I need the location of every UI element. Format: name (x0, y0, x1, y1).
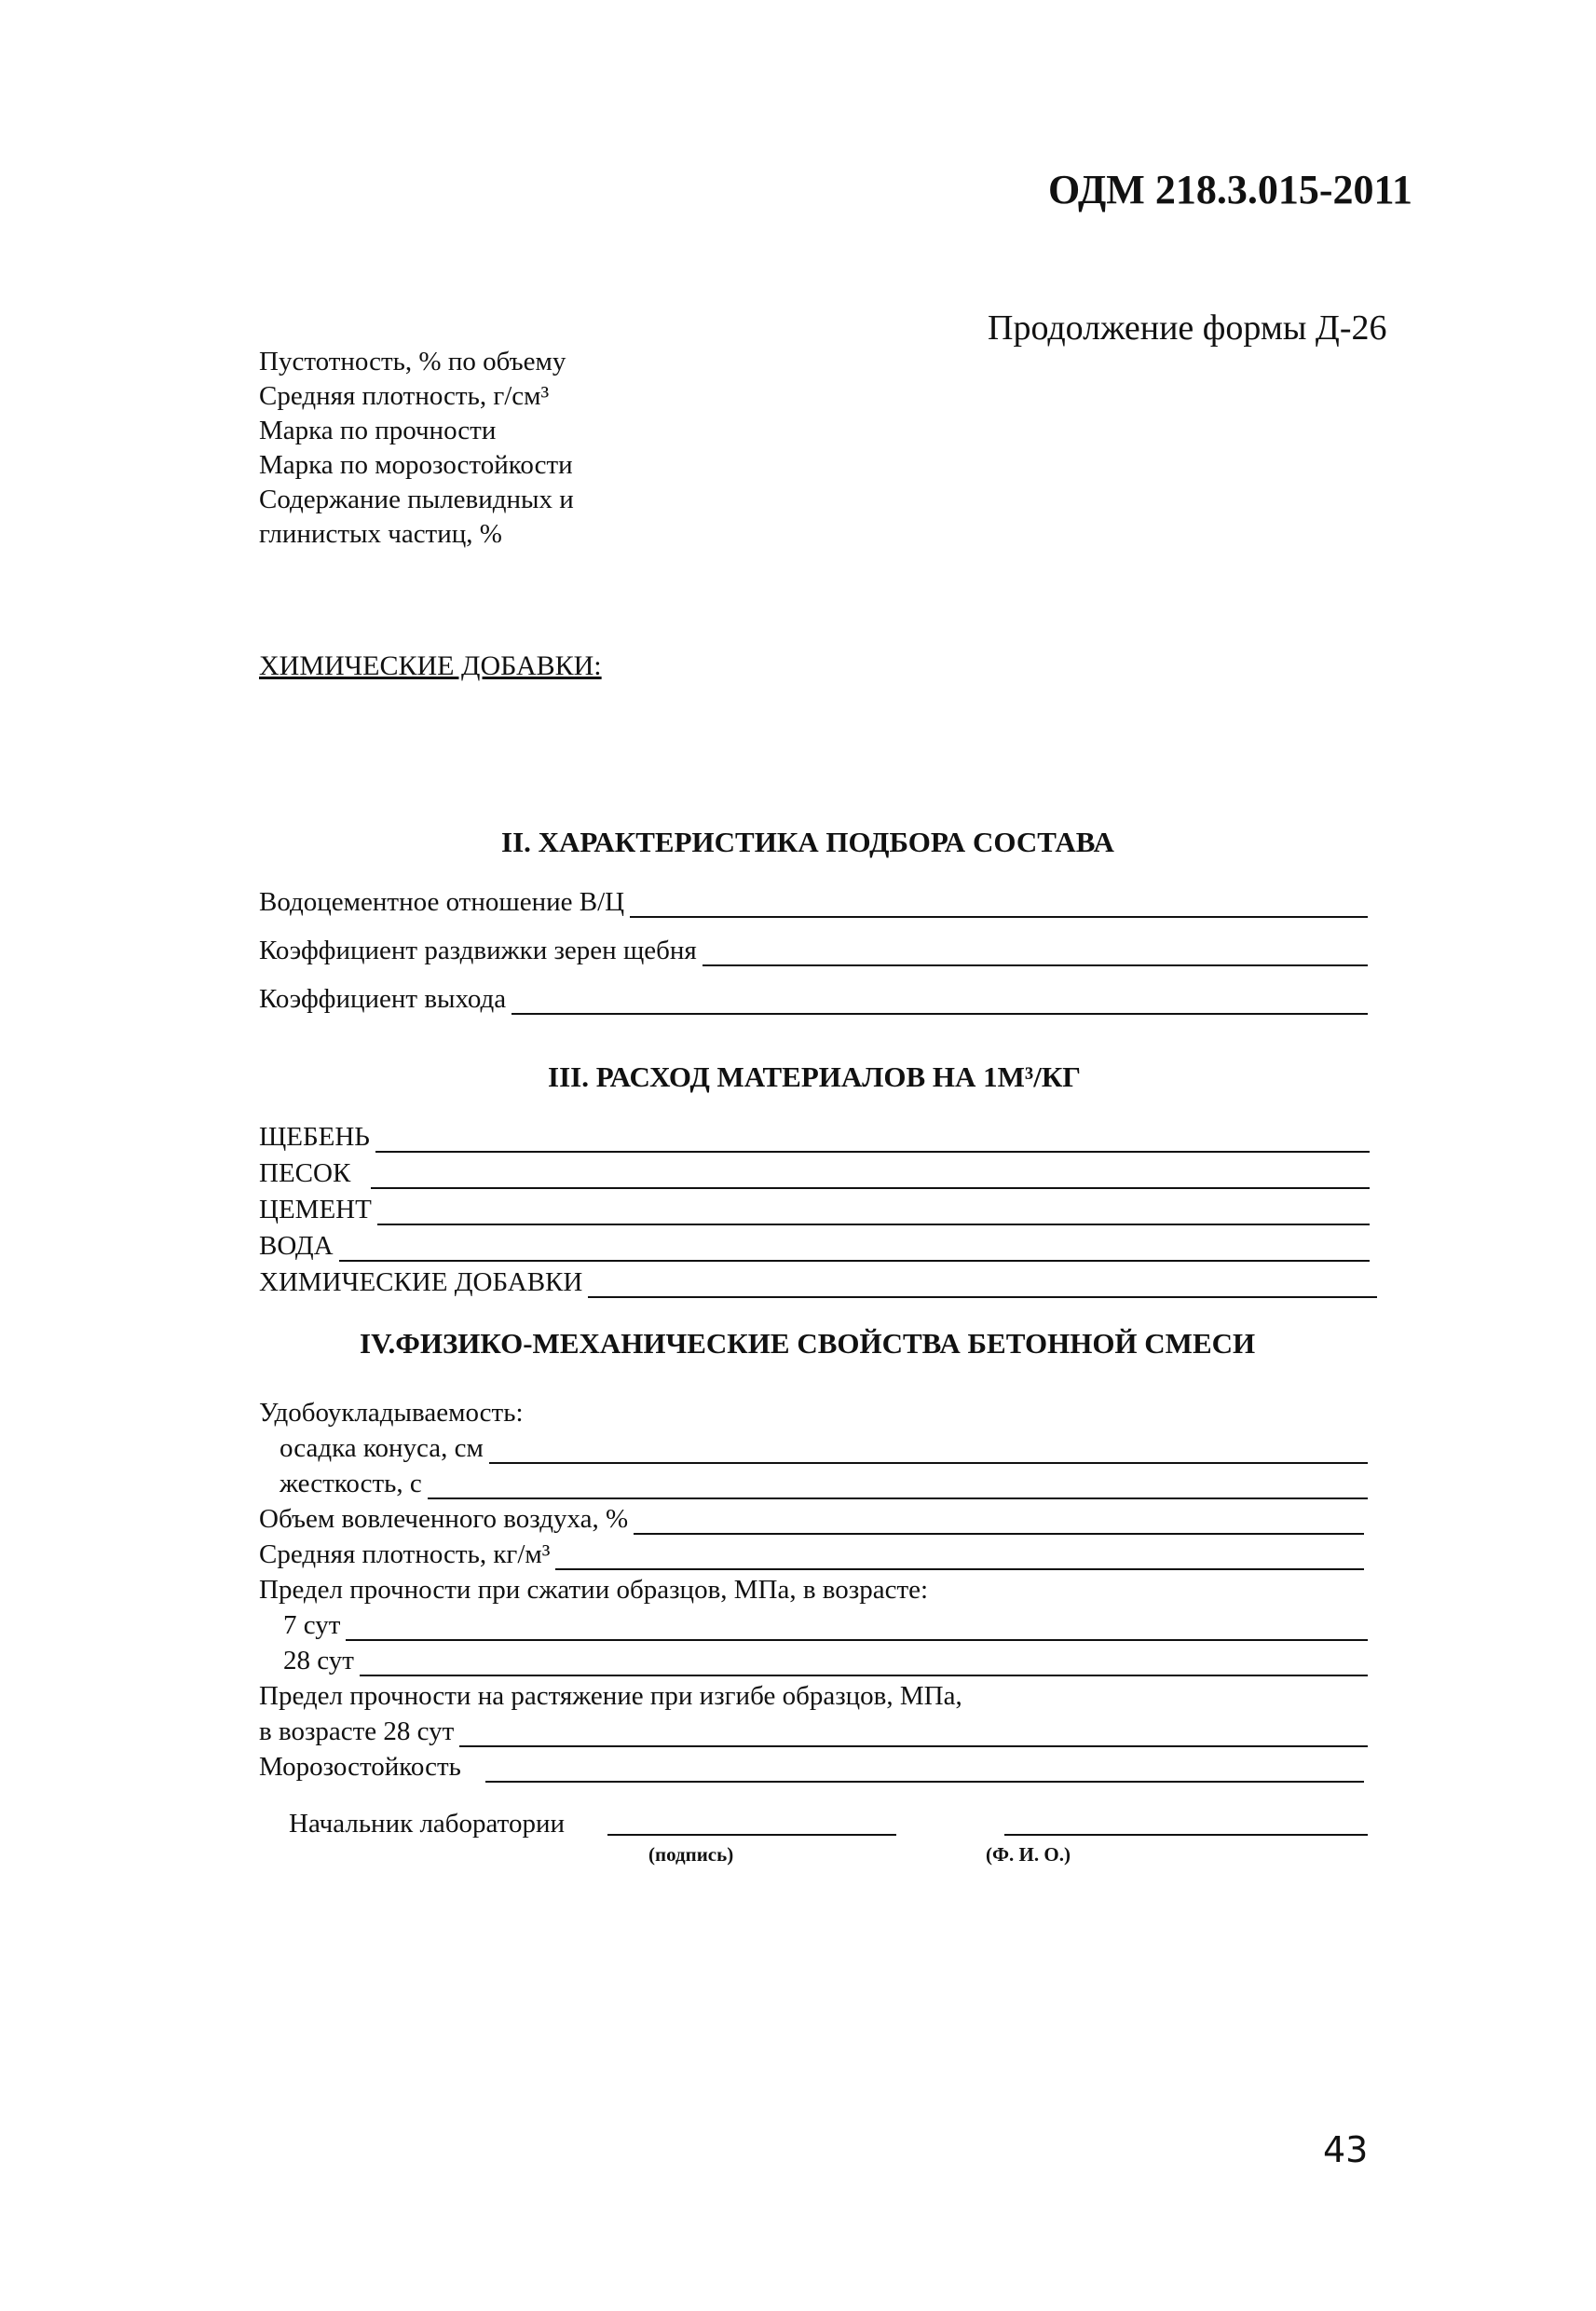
field-label: ХИМИЧЕСКИЕ ДОБАВКИ (259, 1267, 583, 1297)
field-label: Коэффициент раздвижки зерен щебня (259, 936, 697, 965)
field-label: Коэффициент выхода (259, 984, 507, 1014)
fill-line[interactable] (346, 1615, 1368, 1641)
section-3-title: III. РАСХОД МАТЕРИАЛОВ НА 1М³/КГ (548, 1060, 1082, 1093)
field-label: ЦЕМЕНТ (259, 1195, 372, 1224)
compressive-strength-title: Предел прочности при сжатии образцов, МПа, в возрасте: (259, 1575, 929, 1605)
property-frost-grade: Марка по морозостойкости (259, 450, 573, 480)
field-label: ПЕСОК (259, 1158, 351, 1188)
field-label: ЩЕБЕНЬ (259, 1122, 370, 1152)
fill-line[interactable] (588, 1272, 1377, 1298)
property-strength-grade: Марка по прочности (259, 416, 497, 445)
section-4-title: IV.ФИЗИКО-МЕХАНИЧЕСКИЕ СВОЙСТВА БЕТОННОЙ СМЕСИ (360, 1327, 1256, 1360)
field-water[interactable] (259, 1231, 1370, 1262)
field-label: Объем вовлеченного воздуха, % (259, 1504, 629, 1534)
property-dust-content-1: Содержание пылевидных и (259, 485, 574, 514)
fill-line[interactable] (428, 1473, 1368, 1499)
field-label: осадка конуса, см (280, 1433, 484, 1463)
workability-label: Удобоукладываемость: (259, 1398, 524, 1428)
fill-line[interactable] (375, 1127, 1370, 1153)
fill-line[interactable] (489, 1438, 1368, 1464)
field-yield-coefficient[interactable] (259, 984, 1368, 1015)
field-aggregate-spacing-coefficient[interactable] (259, 936, 1368, 966)
fill-line[interactable] (371, 1163, 1370, 1189)
fill-line[interactable] (485, 1757, 1364, 1783)
signature-line[interactable] (607, 1834, 896, 1836)
fill-line[interactable] (360, 1650, 1368, 1676)
fill-line[interactable] (512, 989, 1368, 1015)
field-flexural-28-days[interactable] (259, 1716, 1368, 1747)
fill-line[interactable] (630, 892, 1368, 918)
field-label: в возрасте 28 сут (259, 1716, 455, 1746)
fill-line[interactable] (459, 1721, 1368, 1747)
field-label: Водоцементное отношение В/Ц (259, 887, 625, 917)
form-continuation-label: Продолжение формы Д-26 (988, 308, 1387, 348)
field-label: ВОДА (259, 1231, 334, 1261)
field-slump[interactable] (280, 1433, 1368, 1464)
field-label: Морозостойкость (259, 1752, 461, 1782)
property-dust-content-2: глинистых частиц, % (259, 519, 502, 549)
field-water-cement-ratio[interactable] (259, 887, 1368, 918)
chemical-additives-title: ХИМИЧЕСКИЕ ДОБАВКИ: (259, 650, 602, 681)
field-label: Средняя плотность, кг/м³ (259, 1539, 551, 1569)
field-label: 7 сут (283, 1610, 341, 1640)
fill-line[interactable] (703, 940, 1368, 966)
full-name-line[interactable] (1004, 1834, 1368, 1836)
flexural-strength-title: Предел прочности на растяжение при изгибе образцов, МПа, (259, 1681, 962, 1711)
fill-line[interactable] (339, 1236, 1370, 1262)
property-density: Средняя плотность, г/см³ (259, 381, 550, 411)
field-frost-resistance[interactable] (259, 1752, 1364, 1783)
full-name-caption: (Ф. И. О.) (986, 1843, 1071, 1866)
field-crushed-stone[interactable] (259, 1122, 1370, 1153)
field-sand[interactable] (259, 1158, 1370, 1189)
signature-caption: (подпись) (648, 1843, 734, 1866)
field-chemical-additives[interactable] (259, 1267, 1377, 1298)
field-mix-density[interactable] (259, 1539, 1364, 1570)
fill-line[interactable] (555, 1544, 1364, 1570)
field-label: жесткость, с (280, 1469, 422, 1498)
field-air-content[interactable] (259, 1504, 1364, 1535)
field-strength-7-days[interactable] (283, 1610, 1368, 1641)
page-number: 43 (1323, 2129, 1369, 2170)
field-label: 28 сут (283, 1646, 354, 1675)
fill-line[interactable] (634, 1509, 1364, 1535)
properties-list (259, 345, 574, 552)
fill-line[interactable] (377, 1199, 1370, 1225)
field-strength-28-days[interactable] (283, 1646, 1368, 1676)
field-stiffness[interactable] (280, 1469, 1368, 1499)
lab-head-label: Начальник лаборатории (289, 1809, 565, 1839)
field-cement[interactable] (259, 1195, 1370, 1225)
section-2-title: II. ХАРАКТЕРИСТИКА ПОДБОРА СОСТАВА (501, 826, 1114, 858)
property-voids: Пустотность, % по объему (259, 347, 566, 376)
document-code: ОДМ 218.3.015-2011 (1048, 167, 1413, 212)
